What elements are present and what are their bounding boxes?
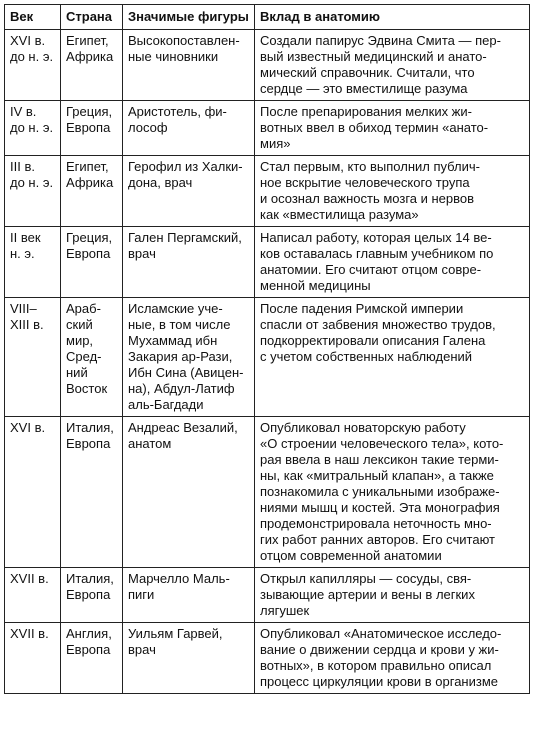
century-cell: VIII– XIII в. xyxy=(5,298,61,417)
century-cell: XVII в. xyxy=(5,568,61,623)
country-cell: Италия, Европа xyxy=(61,568,123,623)
table-row xyxy=(5,101,530,156)
table-row xyxy=(5,227,530,298)
figures-cell: Андреас Везалий, анатом xyxy=(123,417,255,568)
anatomy-history-table xyxy=(4,4,530,694)
header-contribution: Вклад в анатомию xyxy=(255,5,530,30)
figures-cell: Гален Пергамский, врач xyxy=(123,227,255,298)
century-cell: II век н. э. xyxy=(5,227,61,298)
figures-cell: Исламские уче- ные, в том числе Мухаммад ибн Закария ар-Рази, Ибн Сина (Авицен- на), Абдул-Латиф аль-Багдади xyxy=(123,298,255,417)
table-row xyxy=(5,156,530,227)
table-row xyxy=(5,30,530,101)
figures-cell: Герофил из Халки- дона, врач xyxy=(123,156,255,227)
century-cell: IV в. до н. э. xyxy=(5,101,61,156)
century-cell: XVI в. xyxy=(5,417,61,568)
table-row xyxy=(5,568,530,623)
century-cell: XVII в. xyxy=(5,623,61,694)
table-row xyxy=(5,623,530,694)
contribution-cell: Открыл капилляры — сосуды, свя- зывающие артерии и вены в легких лягушек xyxy=(255,568,530,623)
figures-cell: Высокопоставлен- ные чиновники xyxy=(123,30,255,101)
contribution-cell: После падения Римской империи спасли от забвения множество трудов, подкорректировали описания Галена с учетом собственных наблюдений xyxy=(255,298,530,417)
figures-cell: Аристотель, фи- лософ xyxy=(123,101,255,156)
country-cell: Араб- ский мир, Сред- ний Восток xyxy=(61,298,123,417)
table-row xyxy=(5,298,530,417)
header-figures: Значимые фигуры xyxy=(123,5,255,30)
country-cell: Италия, Европа xyxy=(61,417,123,568)
contribution-cell: Опубликовал новаторскую работу «О строении человеческого тела», кото- рая ввела в наш лексикон такие терми- ны, как «митральный клапан», а также познакомила с уникальными изображе- ниями мышц и костей. Эта монография продемонстрировала неточность мно- гих работ ранних авторов. Его считают отцом современной анатомии xyxy=(255,417,530,568)
figures-cell: Марчелло Маль- пиги xyxy=(123,568,255,623)
century-cell: XVI в. до н. э. xyxy=(5,30,61,101)
table-row xyxy=(5,417,530,568)
figures-cell: Уильям Гарвей, врач xyxy=(123,623,255,694)
country-cell: Египет, Африка xyxy=(61,30,123,101)
country-cell: Египет, Африка xyxy=(61,156,123,227)
header-country: Страна xyxy=(61,5,123,30)
contribution-cell: После препарирования мелких жи- вотных ввел в обиход термин «анато- мия» xyxy=(255,101,530,156)
table-header-row xyxy=(5,5,530,30)
contribution-cell: Создали папирус Эдвина Смита — пер- вый известный медицинский и анато- мический справочник. Считали, что сердце — это вместилище разума xyxy=(255,30,530,101)
header-century: Век xyxy=(5,5,61,30)
contribution-cell: Стал первым, кто выполнил публич- ное вскрытие человеческого трупа и осознал важность мозга и нервов как «вместилища разума» xyxy=(255,156,530,227)
century-cell: III в. до н. э. xyxy=(5,156,61,227)
table-body xyxy=(5,30,530,694)
country-cell: Греция, Европа xyxy=(61,227,123,298)
contribution-cell: Опубликовал «Анатомическое исследо- вание о движении сердца и крови у жи- вотных», в котором правильно описал процесс циркуляции крови в организме xyxy=(255,623,530,694)
country-cell: Англия, Европа xyxy=(61,623,123,694)
country-cell: Греция, Европа xyxy=(61,101,123,156)
contribution-cell: Написал работу, которая целых 14 ве- ков оставалась главным учебником по анатомии. Его считают отцом совре- менной медицины xyxy=(255,227,530,298)
